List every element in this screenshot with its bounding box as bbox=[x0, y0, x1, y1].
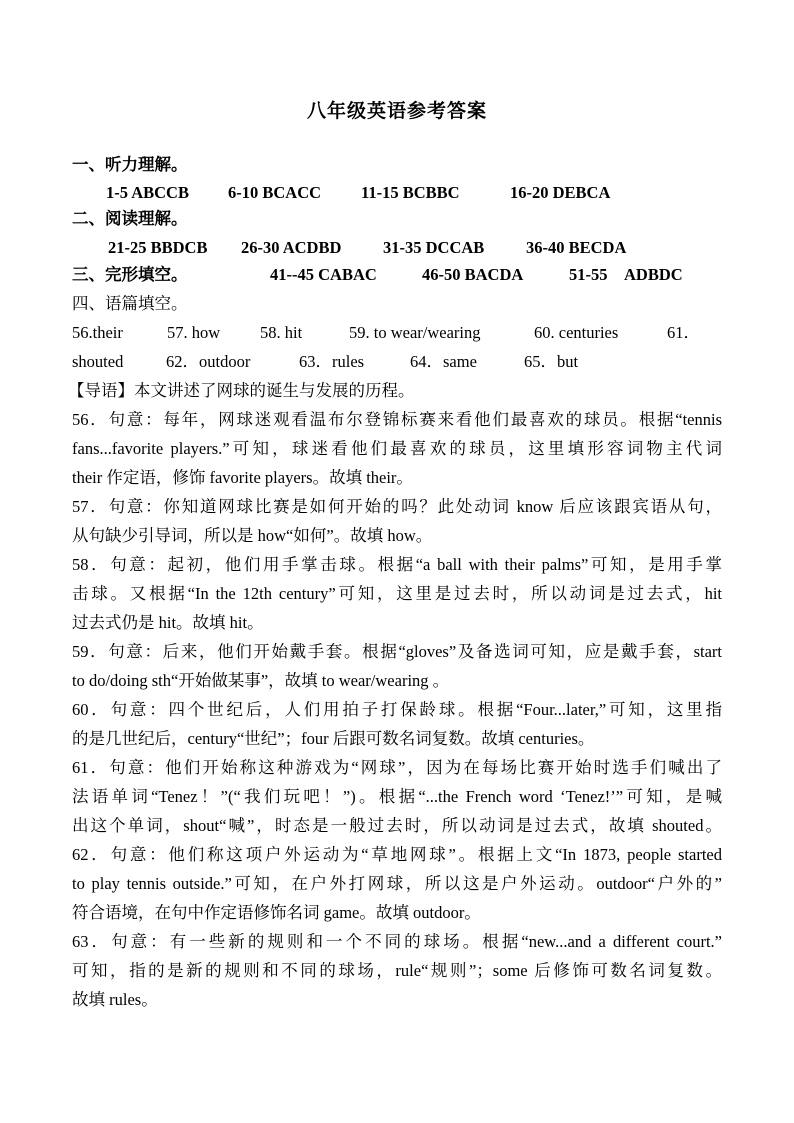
fill-answer-59: 59. to wear/wearing bbox=[349, 323, 481, 342]
explanation-line: 法语单词“Tenez！”(“我们玩吧！”)。根据“...the French word ‘Tenez!’”可知，是喊 bbox=[72, 787, 722, 806]
explanation-line: 可知，指的是新的规则和不同的球场，rule“规则”；some 后修饰可数名词复数。 bbox=[72, 961, 722, 980]
fill-answer-58: 58. hit bbox=[260, 323, 303, 342]
explanation-line: 击球。又根据“In the 12th century”可知，这里是过去时，所以动词是过去式，hit bbox=[72, 584, 722, 603]
cloze-answer-1: 41--45 CABAC bbox=[270, 265, 377, 284]
fill-answer-57: 57. how bbox=[167, 323, 221, 342]
explanation-line: 出这个单词，shout“喊”，时态是一般过去时，所以动词是过去式，故填 shouted。 bbox=[72, 816, 722, 835]
fill-answer-60: 60. centuries bbox=[534, 323, 619, 342]
explanation-line: to play tennis outside.”可知，在户外打网球，所以这是户外运动。outdoor“户外的” bbox=[72, 874, 722, 893]
fill-answer-63: 63．rules bbox=[299, 352, 365, 371]
reading-answer-2: 26-30 ACDBD bbox=[241, 238, 342, 257]
cloze-answer-2: 46-50 BACDA bbox=[422, 265, 524, 284]
fill-answer-61-number: 61． bbox=[667, 323, 700, 342]
explanation-line: fans...favorite players.”可知，球迷看他们最喜欢的球员，这里填形容词物主代词 bbox=[72, 439, 722, 458]
fill-answer-61: shouted bbox=[72, 352, 124, 371]
listening-heading: 一、听力理解。 bbox=[72, 155, 188, 174]
fill-answer-56: 56.their bbox=[72, 323, 123, 342]
guide-text: 【导语】本文讲述了网球的诞生与发展的历程。 bbox=[68, 381, 415, 400]
reading-heading: 二、阅读理解。 bbox=[72, 209, 188, 228]
listening-answer-1: 1-5 ABCCB bbox=[106, 183, 189, 202]
explanation-line: 59．句意：后来，他们开始戴手套。根据“gloves”及备选词可知，应是戴手套，start bbox=[72, 642, 722, 661]
explanation-line: 62．句意：他们称这项户外运动为“草地网球”。根据上文“In 1873, people started bbox=[72, 845, 722, 864]
explanation-line: 从句缺少引导词，所以是 how“如何”。故填 how。 bbox=[72, 526, 433, 545]
explanation-line: 过去式仍是 hit。故填 hit。 bbox=[72, 613, 264, 632]
explanation-line: 61．句意：他们开始称这种游戏为“网球”，因为在每场比赛开始时选手们喊出了 bbox=[72, 758, 722, 777]
explanation-line: 60．句意：四个世纪后，人们用拍子打保龄球。根据“Four...later,”可知，这里指 bbox=[72, 700, 722, 719]
listening-answer-3: 11-15 BCBBC bbox=[361, 183, 460, 202]
explanation-line: 57．句意：你知道网球比赛是如何开始的吗？此处动词 know 后应该跟宾语从句， bbox=[72, 497, 722, 516]
page-title: 八年级英语参考答案 bbox=[306, 101, 487, 122]
listening-answer-2: 6-10 BCACC bbox=[228, 183, 322, 202]
explanation-line: their 作定语，修饰 favorite players。故填 their。 bbox=[72, 468, 413, 487]
explanation-line: 的是几世纪后，century“世纪”；four 后跟可数名词复数。故填 centuries。 bbox=[72, 729, 595, 748]
reading-answer-3: 31-35 DCCAB bbox=[383, 238, 485, 257]
explanation-line: to do/doing sth“开始做某事”，故填 to wear/wearing 。 bbox=[72, 671, 450, 690]
cloze-heading: 三、完形填空。 bbox=[72, 265, 188, 284]
explanation-line: 63．句意：有一些新的规则和一个不同的球场。根据“new...and a different court.” bbox=[72, 932, 722, 951]
fill-answer-65: 65．but bbox=[524, 352, 579, 371]
explanation-line: 符合语境，在句中作定语修饰名词 game。故填 outdoor。 bbox=[72, 903, 481, 922]
listening-answer-4: 16-20 DEBCA bbox=[510, 183, 611, 202]
explanation-line: 58．句意：起初，他们用手掌击球。根据“a ball with their palms”可知，是用手掌 bbox=[72, 555, 722, 574]
cloze-answer-3: 51-55 ADBDC bbox=[569, 265, 683, 284]
reading-answer-1: 21-25 BBDCB bbox=[108, 238, 208, 257]
reading-answer-4: 36-40 BECDA bbox=[526, 238, 627, 257]
explanation-line: 56．句意：每年，网球迷观看温布尔登锦标赛来看他们最喜欢的球员。根据“tennis bbox=[72, 410, 722, 429]
fill-answer-62: 62．outdoor bbox=[166, 352, 251, 371]
fill-answer-64: 64．same bbox=[410, 352, 477, 371]
passage-fill-heading: 四、语篇填空。 bbox=[72, 294, 188, 313]
explanation-line: 故填 rules。 bbox=[72, 990, 158, 1009]
